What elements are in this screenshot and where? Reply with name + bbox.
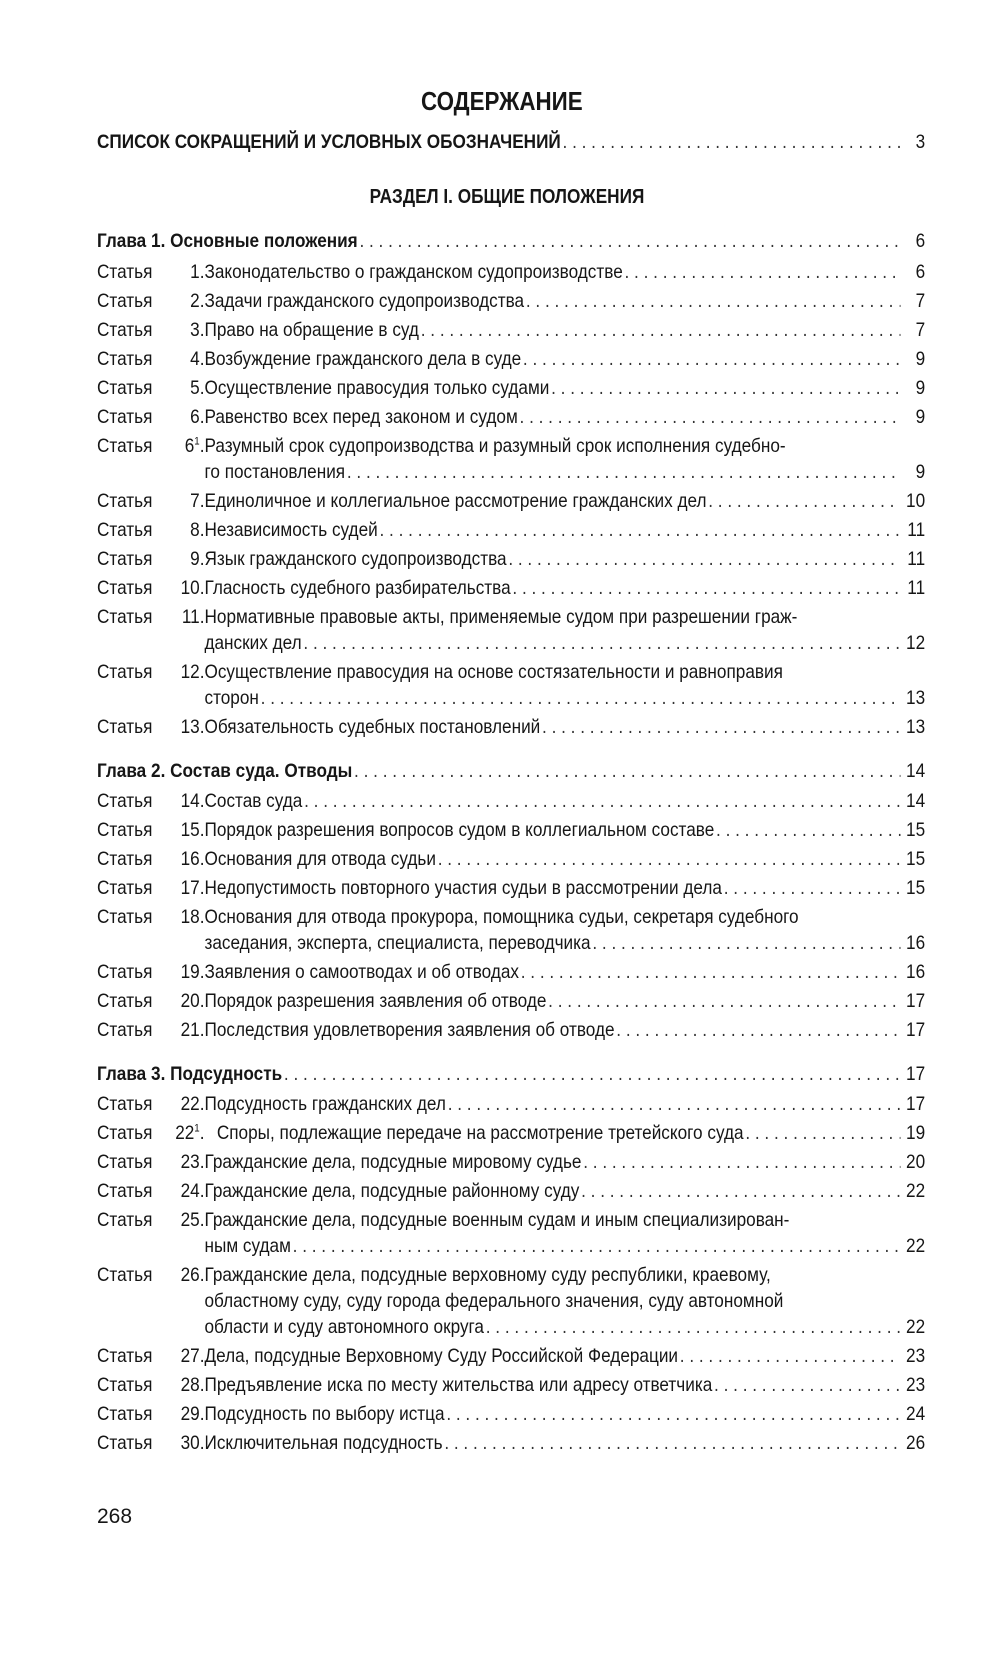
article-entry: [97, 1148, 925, 1176]
article-title: Дела, подсудные Верховному Суду Российской Федерации: [204, 1345, 679, 1367]
article-word: Статья: [97, 519, 153, 541]
article-title-line-2: областному суду, суду города федерального значения, суду автономной: [204, 1290, 784, 1312]
article-number: 15.: [180, 819, 205, 841]
article-entry: [97, 1119, 925, 1147]
article-title: Основания для отвода судьи: [204, 848, 436, 870]
article-title-line-2: данских дел: [204, 632, 302, 654]
article-entry: [97, 903, 925, 931]
chapter-title: Глава 2. Состав суда. Отводы: [97, 760, 353, 782]
article-page: 13: [906, 716, 926, 738]
article-number: 21.: [180, 1019, 205, 1041]
article-number: 1.: [190, 261, 205, 283]
dot-leader: [523, 345, 901, 373]
chapter-page: 6: [915, 230, 926, 252]
article-page: 22: [906, 1316, 926, 1338]
article-title-line-1: Гражданские дела, подсудные военным судам и иным специализирован-: [204, 1209, 790, 1231]
article-entry: [97, 574, 925, 602]
article-entry-continuation: [97, 1232, 925, 1260]
article-title: Задачи гражданского судопроизводства: [204, 290, 525, 312]
article-superscript: 1: [194, 1122, 200, 1135]
article-entry: [97, 603, 925, 631]
article-title: Гражданские дела, подсудные мировому судье: [204, 1151, 582, 1173]
article-entry-continuation: [97, 684, 925, 712]
article-entry: [97, 287, 925, 315]
article-page: 22: [906, 1235, 926, 1257]
dot-leader: [548, 987, 900, 1015]
article-entry-continuation: [97, 1287, 925, 1315]
article-entry: [97, 1206, 925, 1234]
article-page: 11: [907, 548, 926, 570]
article-number: $6^1$.: [184, 435, 205, 457]
article-number: 18.: [180, 906, 205, 928]
dot-leader: [508, 545, 900, 573]
article-title: Законодательство о гражданском судопроизводстве: [204, 261, 623, 283]
article-page: 17: [906, 1093, 926, 1115]
article-entry: [97, 874, 925, 902]
article-entry: [97, 487, 925, 515]
article-entry: [97, 432, 925, 460]
article-title: Равенство всех перед законом и судом: [204, 406, 518, 428]
article-title: Независимость судей: [204, 519, 378, 541]
article-title: Порядок разрешения заявления об отводе: [204, 990, 547, 1012]
article-word: Статья: [97, 1180, 153, 1202]
article-word: Статья: [97, 990, 153, 1012]
article-word: Статья: [97, 819, 153, 841]
article-page: 15: [906, 819, 926, 841]
article-word: Статья: [97, 606, 153, 628]
article-number: 19.: [180, 961, 205, 983]
dot-leader: [680, 1342, 901, 1370]
article-title: Единоличное и коллегиальное рассмотрение гражданских дел: [204, 490, 707, 512]
article-number: 16.: [180, 848, 205, 870]
article-page: 22: [906, 1180, 926, 1202]
article-title: Обязательность судебных постановлений: [204, 716, 541, 738]
article-number: 9.: [190, 548, 205, 570]
article-word: Статья: [97, 1264, 153, 1286]
article-entry: [97, 316, 925, 344]
article-number: $22^1$.: [175, 1122, 205, 1144]
article-title: Возбуждение гражданского дела в суде: [204, 348, 522, 370]
article-page: 16: [906, 932, 926, 954]
article-page: 14: [906, 790, 926, 812]
article-page: 10: [906, 490, 926, 512]
article-number: 7.: [190, 490, 205, 512]
dot-leader: [438, 845, 901, 873]
article-title-line-1: Осуществление правосудия на основе состязательности и равноправия: [204, 661, 783, 683]
article-superscript: 1: [194, 435, 200, 448]
article-word: Статья: [97, 1432, 153, 1454]
article-page: 23: [906, 1374, 926, 1396]
article-page: 16: [906, 961, 926, 983]
article-number: 28.: [180, 1374, 205, 1396]
dot-leader: [625, 258, 901, 286]
dot-leader: [520, 403, 901, 431]
page-number: 268: [97, 1505, 133, 1528]
chapter-page: 14: [906, 760, 926, 782]
article-number: 20.: [180, 990, 205, 1012]
chapter-2: [97, 757, 925, 785]
article-entry: [97, 403, 925, 431]
article-page: 23: [906, 1345, 926, 1367]
article-word: Статья: [97, 577, 153, 599]
article-number: 6.: [190, 406, 205, 428]
article-title-line-2: заседания, эксперта, специалиста, переводчика: [204, 932, 591, 954]
dot-leader: [542, 713, 900, 741]
article-number: 3.: [190, 319, 205, 341]
article-title-line-2: ным судам: [204, 1235, 291, 1257]
article-title-line-2: го постановления: [204, 461, 346, 483]
article-title: Подсудность гражданских дел: [204, 1093, 446, 1115]
dot-leader: [486, 1313, 901, 1341]
dot-leader: [304, 787, 900, 815]
article-page: 17: [906, 1019, 926, 1041]
article-entry: [97, 1016, 925, 1044]
article-number: 4.: [190, 348, 205, 370]
article-number: 27.: [180, 1345, 205, 1367]
article-number: 17.: [180, 877, 205, 899]
article-entry: [97, 816, 925, 844]
article-entry: [97, 713, 925, 741]
dot-leader: [359, 227, 900, 255]
article-number: 22.: [180, 1093, 205, 1115]
dot-leader: [616, 1016, 900, 1044]
article-entry: [97, 845, 925, 873]
dot-leader: [583, 1148, 900, 1176]
article-title: Предъявление иска по месту жительства или адресу ответчика: [204, 1374, 713, 1396]
dot-leader: [521, 958, 901, 986]
article-page: 15: [906, 848, 926, 870]
article-entry: [97, 987, 925, 1015]
dot-leader: [380, 516, 901, 544]
section-heading: РАЗДЕЛ I. ОБЩИЕ ПОЛОЖЕНИЯ: [369, 186, 645, 208]
dot-leader: [446, 1400, 900, 1428]
article-number: 24.: [180, 1180, 205, 1202]
dot-leader: [581, 1177, 900, 1205]
chapter-title: Глава 1. Основные положения: [97, 230, 358, 252]
article-page: 7: [915, 319, 926, 341]
dot-leader: [563, 128, 901, 156]
article-word: Статья: [97, 961, 153, 983]
article-page: 11: [907, 577, 926, 599]
article-title: Последствия удовлетворения заявления об отводе: [204, 1019, 615, 1041]
article-title: Недопустимость повторного участия судьи в рассмотрении дела: [204, 877, 722, 899]
article-word: Статья: [97, 377, 153, 399]
article-page: 19: [906, 1122, 926, 1144]
article-entry: [97, 1371, 925, 1399]
article-word: Статья: [97, 1093, 153, 1115]
article-word: Статья: [97, 348, 153, 370]
abbrev-entry: [97, 128, 925, 156]
article-number: 8.: [190, 519, 205, 541]
article-page: 9: [915, 461, 926, 483]
dot-leader: [354, 757, 900, 785]
article-page: 9: [915, 406, 926, 428]
article-word: Статья: [97, 290, 153, 312]
article-number: 10.: [180, 577, 205, 599]
article-page: 13: [906, 687, 926, 709]
dot-leader: [448, 1090, 901, 1118]
article-number: 13.: [180, 716, 205, 738]
article-word: Статья: [97, 261, 153, 283]
article-entry: [97, 258, 925, 286]
abbrev-label: СПИСОК СОКРАЩЕНИЙ И УСЛОВНЫХ ОБОЗНАЧЕНИЙ: [97, 131, 561, 153]
chapter-1: [97, 227, 925, 255]
dot-leader: [444, 1429, 900, 1457]
article-entry: [97, 787, 925, 815]
article-entry: [97, 374, 925, 402]
article-word: Статья: [97, 906, 153, 928]
article-word: Статья: [97, 716, 153, 738]
dot-leader: [293, 1232, 901, 1260]
article-word: Статья: [97, 1122, 153, 1144]
article-word: Статья: [97, 1019, 153, 1041]
article-word: Статья: [97, 1151, 153, 1173]
article-word: Статья: [97, 1403, 153, 1425]
article-number: 11.: [181, 606, 205, 628]
article-title-line-1: Нормативные правовые акты, применяемые судом при разрешении граж-: [204, 606, 798, 628]
dot-leader: [708, 487, 900, 515]
article-word: Статья: [97, 877, 153, 899]
article-page: 26: [906, 1432, 926, 1454]
article-number: 29.: [180, 1403, 205, 1425]
article-word: Статья: [97, 1345, 153, 1367]
article-title-line-1: Основания для отвода прокурора, помощника судьи, секретаря судебного: [204, 906, 799, 928]
article-title: Гражданские дела, подсудные районному суду: [204, 1180, 580, 1202]
article-number: 26.: [180, 1264, 205, 1286]
dot-leader: [526, 287, 901, 315]
article-title-line-1: Гражданские дела, подсудные верховному суду республики, краевому,: [204, 1264, 771, 1286]
article-title: Право на обращение в суд: [204, 319, 419, 341]
article-page: 24: [906, 1403, 926, 1425]
dot-leader: [261, 684, 901, 712]
article-page: 6: [915, 261, 926, 283]
article-number: 5.: [190, 377, 205, 399]
page-title: СОДЕРЖАНИЕ: [420, 86, 583, 116]
article-word: Статья: [97, 1374, 153, 1396]
article-word: Статья: [97, 1209, 153, 1231]
dot-leader: [347, 458, 901, 486]
dot-leader: [303, 629, 900, 657]
article-page: 11: [907, 519, 926, 541]
dot-leader: [724, 874, 901, 902]
article-page: 9: [915, 377, 926, 399]
article-word: Статья: [97, 790, 153, 812]
article-page: 15: [906, 877, 926, 899]
dot-leader: [714, 1371, 900, 1399]
article-word: Статья: [97, 548, 153, 570]
article-title-line-3: области и суду автономного округа: [204, 1316, 484, 1338]
dot-leader: [592, 929, 900, 957]
article-title: Споры, подлежащие передаче на рассмотрение третейского суда: [216, 1122, 744, 1144]
article-entry: [97, 658, 925, 686]
article-entry-continuation: [97, 629, 925, 657]
article-entry: [97, 345, 925, 373]
article-page: 7: [915, 290, 926, 312]
article-title: Подсудность по выбору истца: [204, 1403, 445, 1425]
article-title-line-2: сторон: [204, 687, 259, 709]
article-number: 30.: [180, 1432, 205, 1454]
article-word: Статья: [97, 435, 153, 457]
article-word: Статья: [97, 661, 153, 683]
article-number: 12.: [180, 661, 205, 683]
dot-leader: [421, 316, 901, 344]
article-title: Порядок разрешения вопросов судом в коллегиальном составе: [204, 819, 715, 841]
article-entry-continuation: [97, 458, 925, 486]
article-entry: [97, 1429, 925, 1457]
dot-leader: [716, 816, 900, 844]
article-title: Язык гражданского судопроизводства: [204, 548, 507, 570]
article-entry: [97, 1090, 925, 1118]
article-title: Осуществление правосудия только судами: [204, 377, 550, 399]
chapter-title: Глава 3. Подсудность: [97, 1063, 283, 1085]
article-word: Статья: [97, 319, 153, 341]
article-number: 25.: [180, 1209, 205, 1231]
chapter-page: 17: [906, 1063, 926, 1085]
chapter-3: [97, 1060, 925, 1088]
article-entry: [97, 516, 925, 544]
article-word: Статья: [97, 406, 153, 428]
article-title: Заявления о самоотводах и об отводах: [204, 961, 519, 983]
article-word: Статья: [97, 848, 153, 870]
article-title: Состав суда: [204, 790, 303, 812]
article-title-line-1: Разумный срок судопроизводства и разумный срок исполнения судебно-: [204, 435, 786, 457]
article-entry-continuation: [97, 929, 925, 957]
dot-leader: [512, 574, 900, 602]
dot-leader: [551, 374, 900, 402]
article-entry: [97, 1261, 925, 1289]
article-entry: [97, 1400, 925, 1428]
article-title: Гласность судебного разбирательства: [204, 577, 511, 599]
article-word: Статья: [97, 490, 153, 512]
dot-leader: [284, 1060, 901, 1088]
article-title: Исключительная подсудность: [204, 1432, 443, 1454]
article-entry-continuation: [97, 1313, 925, 1341]
article-entry: [97, 958, 925, 986]
article-page: 9: [915, 348, 926, 370]
article-entry: [97, 545, 925, 573]
article-entry: [97, 1177, 925, 1205]
article-number: 2.: [190, 290, 205, 312]
article-page: 17: [906, 990, 926, 1012]
article-page: 12: [906, 632, 926, 654]
article-number: 23.: [180, 1151, 205, 1173]
article-entry: [97, 1342, 925, 1370]
abbrev-page: 3: [915, 131, 926, 153]
article-page: 20: [906, 1151, 926, 1173]
dot-leader: [745, 1119, 900, 1147]
article-number: 14.: [180, 790, 205, 812]
